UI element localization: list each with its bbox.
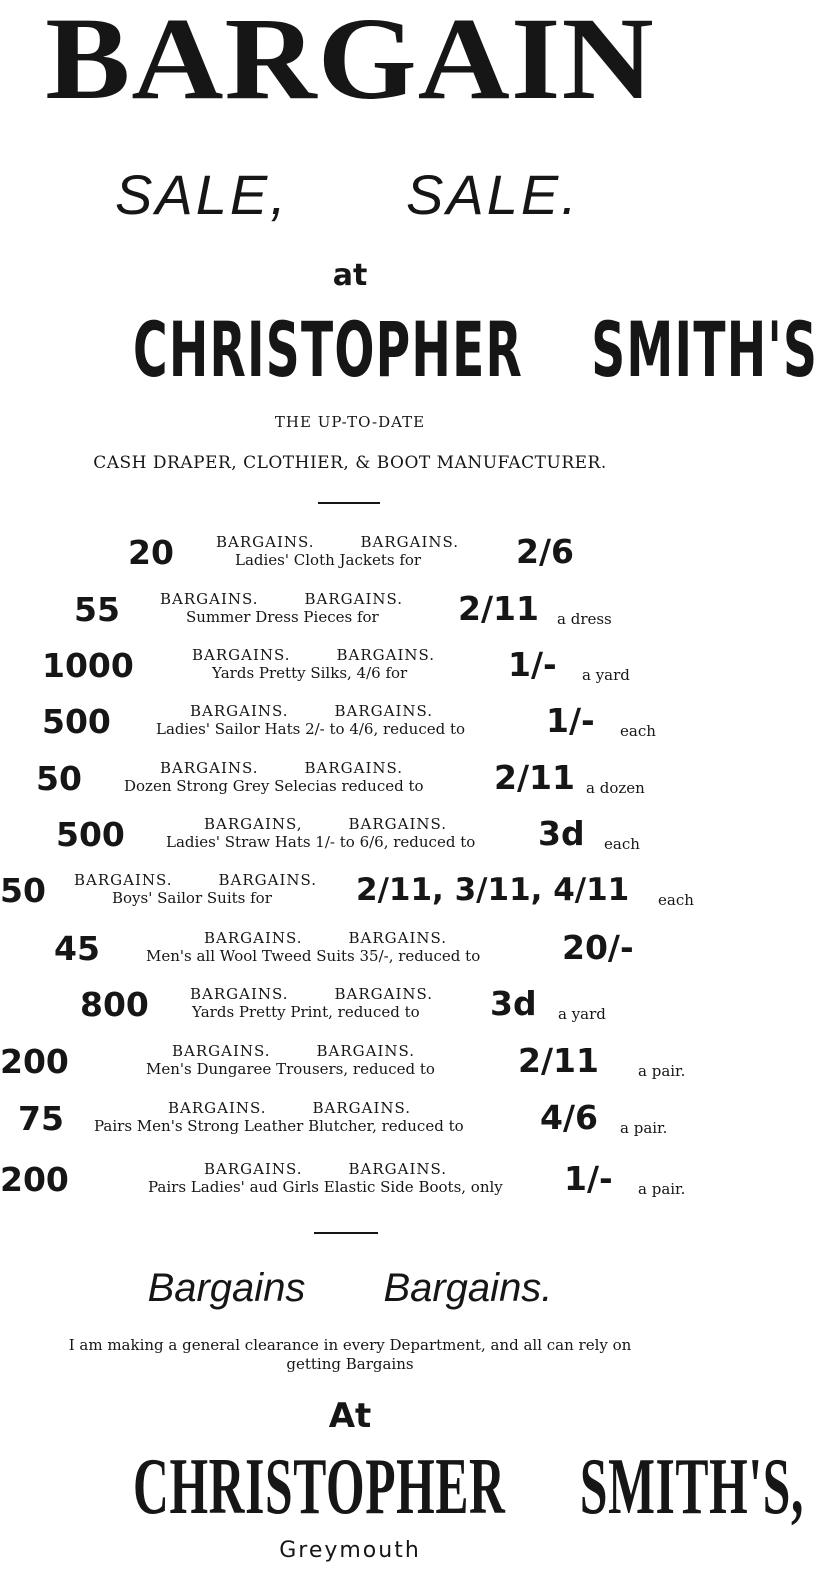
store-name-footer (133, 1440, 804, 1534)
row-quantity: 75 (18, 1099, 64, 1138)
sale-left: SALE, (115, 163, 289, 226)
sale-right: SALE. (406, 163, 580, 226)
row-unit: each (604, 835, 640, 853)
row-price: 3d (490, 984, 537, 1023)
row-unit: each (658, 891, 694, 909)
trade-line: CASH DRAPER, CLOTHIER, & BOOT MANUFACTURER. (93, 453, 607, 473)
bargains-left: Bargains (147, 1266, 306, 1310)
row-bargains (204, 929, 447, 947)
row-quantity: 50 (36, 759, 82, 798)
bargains-word: BARGAINS. (192, 646, 291, 664)
row-quantity: 50 (0, 871, 46, 910)
bargains-word: BARGAINS. (360, 533, 460, 551)
at-label: at (332, 258, 368, 293)
row-unit: a yard (558, 1005, 606, 1023)
bargains-word: BARGAINS. (204, 1160, 303, 1178)
store-name-second: SMITH'S (591, 305, 818, 394)
row-quantity: 1000 (42, 646, 134, 685)
bargains-word: BARGAINS. (348, 1160, 448, 1178)
bargains-word: BARGAINS. (218, 871, 318, 889)
bargain-row (0, 871, 700, 927)
row-bargains (190, 702, 433, 720)
at-label-footer: At (328, 1396, 372, 1436)
bargain-row (0, 1160, 700, 1216)
bargain-row (0, 1099, 700, 1155)
note-line-1: I am making a general clearance in every Department, and all can rely on (68, 1336, 632, 1354)
town-name: Greymouth (279, 1538, 421, 1563)
row-quantity: 200 (0, 1160, 69, 1199)
row-bargains (216, 533, 459, 551)
row-description: Pairs Men's Strong Leather Blutcher, reduced to (94, 1117, 464, 1135)
bargain-row (0, 533, 700, 589)
bargain-row (0, 985, 700, 1041)
row-description: Dozen Strong Grey Selecias reduced to (124, 777, 424, 795)
store-name (133, 305, 818, 395)
row-description: Summer Dress Pieces for (186, 608, 379, 626)
row-quantity: 45 (54, 929, 100, 968)
bargains-word: BARGAINS. (312, 1099, 412, 1117)
row-price: 1/- (564, 1159, 613, 1198)
row-price: 2/11 (458, 589, 539, 628)
bargains-word: BARGAINS. (334, 702, 434, 720)
note-line-2: getting Bargains (286, 1355, 414, 1373)
bargains-word: BARGAINS, (204, 815, 303, 833)
bargains-word: BARGAINS. (336, 646, 436, 664)
bargain-row (0, 815, 700, 871)
store-name-first: CHRISTOPHER (133, 305, 524, 394)
row-description: Ladies' Cloth Jackets for (235, 551, 422, 569)
clearance-note (0, 1336, 700, 1374)
bargains-heading (0, 1260, 700, 1316)
row-quantity: 500 (56, 815, 125, 854)
row-bargains (160, 759, 403, 777)
row-price: 2/6 (516, 532, 574, 571)
row-price: 1/- (508, 645, 557, 684)
row-price: 4/6 (540, 1098, 598, 1137)
row-price: 3d (538, 814, 585, 853)
bargain-row (0, 702, 700, 758)
row-price: 2/11, 3/11, 4/11 (356, 872, 630, 908)
bargains-word: BARGAINS. (74, 871, 173, 889)
row-price: 2/11 (518, 1041, 599, 1080)
row-bargains (160, 590, 403, 608)
row-quantity: 200 (0, 1042, 69, 1081)
row-quantity: 800 (80, 985, 149, 1024)
bargain-row (0, 1042, 700, 1098)
tagline: THE UP-TO-DATE (274, 413, 426, 431)
row-description: Men's Dungaree Trousers, reduced to (146, 1060, 435, 1078)
bargains-word: BARGAINS. (304, 759, 404, 777)
bargains-word: BARGAINS. (172, 1042, 271, 1060)
row-unit: a dress (557, 610, 612, 628)
masthead-title: BARGAIN (45, 0, 655, 124)
row-description: Yards Pretty Print, reduced to (192, 1003, 420, 1021)
bargains-word: BARGAINS. (204, 929, 303, 947)
row-quantity: 500 (42, 702, 111, 741)
bargains-word: BARGAINS. (190, 985, 289, 1003)
row-unit: a pair. (638, 1062, 686, 1080)
bargains-word: BARGAINS. (348, 815, 448, 833)
row-bargains (168, 1099, 411, 1117)
row-quantity: 20 (128, 533, 174, 572)
bargains-word: BARGAINS. (160, 590, 259, 608)
bargains-word: BARGAINS. (168, 1099, 267, 1117)
row-unit: a pair. (620, 1119, 668, 1137)
bargains-word: BARGAINS. (190, 702, 289, 720)
row-bargains (172, 1042, 415, 1060)
row-bargains (74, 871, 317, 889)
store-name-footer-first: CHRISTOPHER (133, 1443, 506, 1531)
row-price: 2/11 (494, 758, 575, 797)
row-description: Boys' Sailor Suits for (112, 889, 272, 907)
bargains-right: Bargains. (383, 1266, 553, 1310)
row-price: 20/- (562, 928, 634, 967)
row-bargains (204, 815, 447, 833)
bargain-row (0, 646, 700, 702)
bargains-word: BARGAINS. (334, 985, 434, 1003)
row-description: Ladies' Straw Hats 1/- to 6/6, reduced to (166, 833, 476, 851)
bargains-word: BARGAINS. (304, 590, 404, 608)
bargains-word: BARGAINS. (216, 533, 315, 551)
bargain-row (0, 590, 700, 646)
row-bargains (204, 1160, 447, 1178)
bargains-word: BARGAINS. (316, 1042, 416, 1060)
row-unit: a yard (582, 666, 630, 684)
bargain-row (0, 929, 700, 985)
divider-top (318, 502, 380, 504)
row-bargains (190, 985, 433, 1003)
row-price: 1/- (546, 701, 595, 740)
row-description: Yards Pretty Silks, 4/6 for (212, 664, 408, 682)
row-unit: each (620, 722, 656, 740)
row-unit: a pair. (638, 1180, 686, 1198)
bargain-row (0, 759, 700, 815)
bargains-word: BARGAINS. (348, 929, 448, 947)
store-name-footer-second: SMITH'S, (579, 1443, 804, 1531)
row-unit: a dozen (586, 779, 645, 797)
row-description: Men's all Wool Tweed Suits 35/-, reduced to (146, 947, 481, 965)
row-quantity: 55 (74, 590, 120, 629)
divider-bottom (314, 1232, 378, 1234)
row-bargains (192, 646, 435, 664)
row-description: Ladies' Sailor Hats 2/- to 4/6, reduced to (156, 720, 466, 738)
bargains-word: BARGAINS. (160, 759, 259, 777)
row-description: Pairs Ladies' aud Girls Elastic Side Boots, only (148, 1178, 503, 1196)
